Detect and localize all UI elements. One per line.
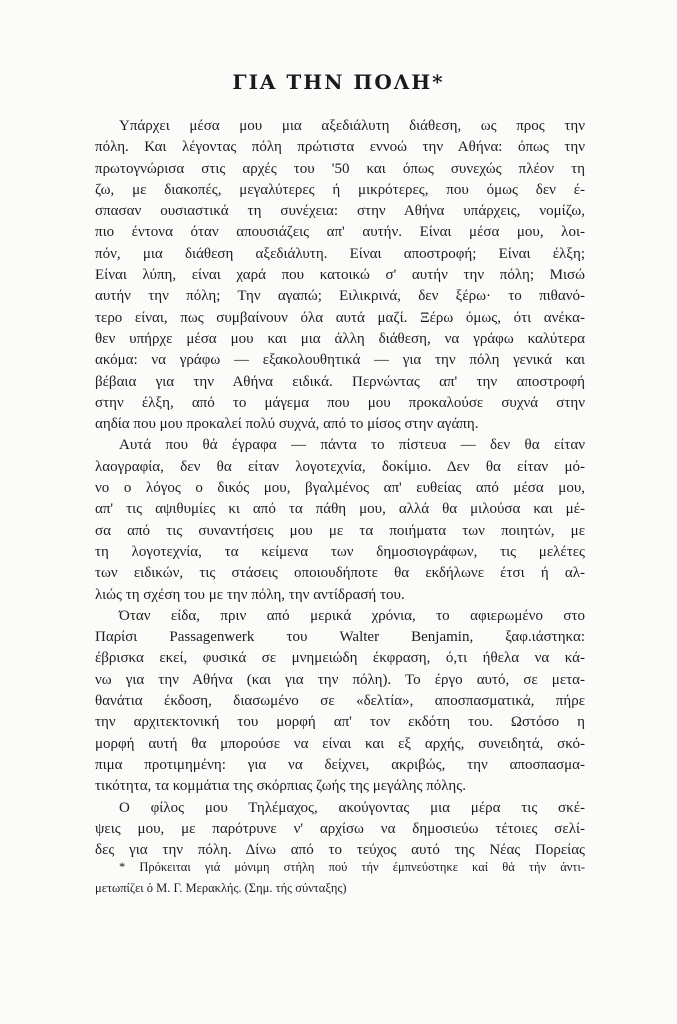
- text-line: θανάτια έκδοση, διασωμένο σε «δελτία», αποσπασματικά, πήρε: [95, 693, 585, 710]
- text-line: πιμα προτιμημένη: για να δείχνει, ακριβώς, την αποσπασμα-: [95, 756, 585, 773]
- text-line: δες για την πόλη. Δίνω από το τεύχος αυτό της Νέας Πορείας: [95, 842, 585, 859]
- text-line: έβρισκα εκεί, φυσικά σε μνημειώδη έκφραση, ό,τι ήθελα να κά-: [95, 650, 585, 667]
- text-line: ζω, με διακοπές, μεγαλύτερες ή μικρότερες, που όμως δεν έ-: [95, 181, 585, 198]
- text-line: Ο φίλος μου Τηλέμαχος, ακούγοντας μια μέρα τις σκέ-: [119, 799, 585, 816]
- text-line: απ' τις αψιθυμίες κι από τα πάθη μου, αλλά θα μιλούσα και μέ-: [95, 501, 585, 518]
- text-line: Είναι λύπη, είναι χαρά που κατοικώ σ' αυτήν την πόλη; Μισώ: [95, 267, 585, 284]
- page-title: ΓΙΑ ΤΗΝ ΠΟΛΗ*: [232, 70, 445, 94]
- text-line: πρωτογνώρισα στις αρχές του '50 και όπως συνεχώς πλέον τη: [95, 160, 585, 177]
- footnote: [95, 857, 585, 899]
- text-line: πόν, μια διάθεση αξεδιάλυτη. Είναι αποστροφή; Είναι έλξη;: [95, 245, 585, 262]
- text-line: θεν υπήρχε μέσα μου και μια άλλη διάθεση, να γράφω καλύτερα: [95, 330, 585, 347]
- text-line: πόλη. Και λέγοντας πόλη πρώτιστα εννοώ την Αθήνα: όπως την: [95, 139, 585, 156]
- text-line: σα από τις συναντήσεις μου με τα ποιήματα των ποιητών, με: [95, 522, 585, 539]
- text-line: τερο είναι, πως συμβαίνουν όλα αυτά μαζί. Ξέρω όμως, ότι ανέκα-: [95, 309, 585, 326]
- text-line: ακόμα: να γράφω — εξακολουθητικά — για την πόλη γενικά και: [95, 352, 585, 369]
- text-line: Αυτά που θά έγραφα — πάντα το πίστευα — δεν θα είταν: [119, 437, 585, 454]
- text-line: νω για την Αθήνα (και για την πόλη). Το έργο αυτό, σε μετα-: [95, 671, 585, 688]
- text-line: ψεις μου, με παρότρυνε ν' αρχίσω να δημοσιεύω τέτοιες σελί-: [95, 820, 585, 837]
- text-line: τικότητα, τα κομμάτια της σκόρπιας ζωής της μεγάλης πόλης.: [95, 778, 466, 795]
- text-line: αηδία που μου προκαλεί πολύ συχνά, από το μίσος στην αγάπη.: [95, 416, 479, 433]
- text-line: Παρίσι Passagenwerk του Walter Benjamin, ξαφ.ιάστηκα:: [95, 629, 585, 646]
- text-line: σπασαν ουσιαστικά τη συνέχεια: στην Αθήνα υπάρχεις, νομίζω,: [95, 203, 585, 220]
- text-line: Όταν είδα, πριν από μερικά χρόνια, το αφιερωμένο στο: [119, 607, 585, 624]
- text-line: των ειδικών, τις στάσεις οποιουδήποτε θα εκδήλωνε έτσι ή αλ-: [95, 565, 585, 582]
- text-line: αυτήν την πόλη; Την αγαπώ; Ειλικρινά, δεν ξέρω· το πιθανό-: [95, 288, 585, 305]
- text-line: πιο έντονα όταν απουσιάζεις απ' αυτήν. Είναι μέσα μου, λοι-: [95, 224, 585, 241]
- footnote-line: * Πρόκειται γιά μόνιμη στήλη πού τήν έμπνεύστηκε καί θά τήν άντι-: [119, 860, 585, 874]
- text-line: στην έλξη, από το μάγεμα που μου προκαλούσε συχνά στην: [95, 394, 585, 411]
- text-line: την αρχιτεκτονική του μορφή απ' τον εκδότη του. Ωστόσο η: [95, 714, 585, 731]
- text-line: λιώς τη σχέση του με την πόλη, την αντίδρασή του.: [95, 586, 405, 603]
- article-body: [95, 116, 585, 861]
- text-line: βέβαια για την Αθήνα ειδικά. Περνώντας απ' την αποστροφή: [95, 373, 585, 390]
- footnote-line: μετωπίζει ό Μ. Γ. Μερακλής. (Σημ. τής σύνταξης): [95, 881, 347, 895]
- text-line: λαογραφία, δεν θα είταν λογοτεχνία, δοκίμιο. Δεν θα είταν μό-: [95, 458, 585, 475]
- text-line: νο ο λόγος ο δικός μου, βγαλμένος απ' ευθείας από μέσα μου,: [95, 480, 585, 497]
- text-line: μορφή αυτή θα μπορούσε να είναι και εξ αρχής, συνειδητά, σκό-: [95, 735, 585, 752]
- text-line: τη λογοτεχνία, τα κείμενα των δημοσιογράφων, τις μελέτες: [95, 543, 585, 560]
- text-line: Υπάρχει μέσα μου μια αξεδιάλυτη διάθεση, ως προς την: [119, 118, 585, 134]
